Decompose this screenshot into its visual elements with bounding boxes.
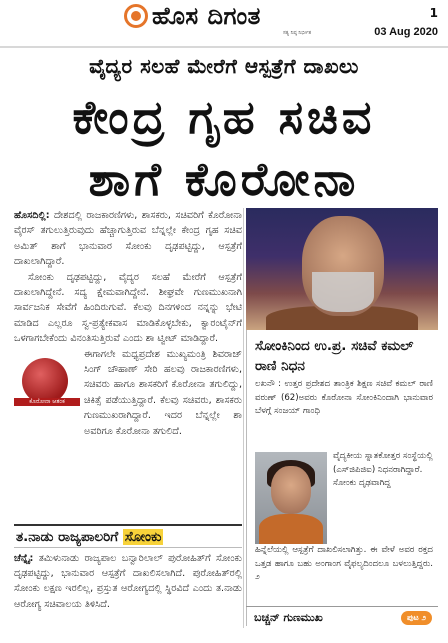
- story-paragraph-2: [14, 270, 242, 347]
- story-para1-text: ದೇಶದಲ್ಲಿ ರಾಜಕಾರಣಿಗಳು, ಶಾಸಕರು, ಸಚಿವರಿಗೆ ಕೊರೋನಾ ವೈರಸ್ ತಗುಲುತ್ತಿರುವುದು ಹೆಚ್ಚಾಗುತ್ತಿರುವ ಬೆನ್ನಲ್ಲೇ ಕೇಂದ್ರ ಗೃಹ ಸಚಿವ ಅಮಿತ್ ಶಾಗೆ ಭಾನುವಾರ ಸೋಂಕು ದೃಢಪಟ್ಟಿದ್ದು, ಆಸ್ಪತ್ರೆಗೆ ದಾಖಲಾಗಿದ್ದಾರೆ.: [14, 210, 242, 268]
- logo-sun-icon: [124, 4, 148, 28]
- teaser-bar[interactable]: [246, 606, 438, 628]
- sub-heading-highlight: ಸೋಂಕು: [124, 529, 162, 545]
- masthead-divider: [0, 46, 448, 48]
- sub-story-heading: [14, 524, 242, 548]
- photo-face-shape: [271, 466, 311, 514]
- story-headline: [14, 86, 434, 210]
- obituary-side-text: ವೈದ್ಯಕೀಯ ಸ್ನಾತಕೋತ್ತರ ಸಂಸ್ಥೆಯಲ್ಲಿ (ಎಸ್‌ಜಿಪಿಜಿಐ) ನಿಧನರಾಗಿದ್ದಾರೆ. ಸೋಂಕು ದೃಢವಾಗಿದ್ದ: [333, 451, 433, 489]
- column-divider: [243, 208, 244, 628]
- story-para2-text: ಸೋಂಕು ದೃಢಪಟ್ಟಿದ್ದು, ವೈದ್ಯರ ಸಲಹೆ ಮೇರೆಗೆ ಆಸ್ಪತ್ರೆಗೆ ದಾಖಲಾಗಿದ್ದೇನೆ. ಸದ್ಯ ಕ್ಷೇಮವಾಗಿದ್ದೇನೆ. ಶೀಘ್ರವೇ ಗುಣಮುಖನಾಗಿ ಸಾರ್ವಜನಿಕ ಸೇವೆಗೆ ಹಿಂದಿರುಗುವೆ. ಕೆಲವು ದಿನಗಳಿಂದ ನನ್ನನ್ನು ಭೇಟಿ ಮಾಡಿದ ಎಲ್ಲರೂ ಸ್ವ-ಪ್ರತ್ಯೇಕವಾಸ ಮಾಡಿಕೊಳ್ಳಬೇಕು, ಕ್ವಾರಂಟೈನ್‌ಗೆ ಒಳಗಾಗಬೇಕೆಂದು ವಿನಂತಿಸುತ್ತಿರುವೆ ಎಂದು ಶಾ ಟ್ವೀಟ್ ಮಾಡಿದ್ದಾರೆ.: [14, 271, 242, 345]
- corona-graphic: [14, 358, 80, 414]
- photo-beard-shape: [312, 272, 374, 312]
- story-dateline: ಹೊಸದಿಲ್ಲಿ:: [14, 210, 50, 221]
- issue-date: 03 Aug 2020: [374, 26, 438, 38]
- obituary-bottom-text: ಹಿನ್ನೆಲೆಯಲ್ಲಿ ಆಸ್ಪತ್ರೆಗೆ ದಾಖಲಿಸಲಾಗಿತ್ತು. ಈ ವೇಳೆ ಅವರ ರಕ್ತದ ಒತ್ತಡ ಹಾಗೂ ಬಹು ಅಂಗಾಂಗ ವೈಫಲ್ಯದಿಂದಲೂ ಬಳಲುತ್ತಿದ್ದರು. ೨: [255, 545, 433, 583]
- story-para3-text: ಈಗಾಗಲೇ ಮಧ್ಯಪ್ರದೇಶ ಮುಖ್ಯಮಂತ್ರಿ ಶಿವರಾಜ್ ಸಿಂಗ್ ಚೌಹಾಣ್ ಸೇರಿ ಹಲವು ರಾಜಕಾರಣಿಗಳು, ಸಚಿವರು ಹಾಗೂ ಶಾಸಕರಿಗೆ ಕೊರೋನಾ ತಗುಲಿದ್ದು, ಚಿಕಿತ್ಸೆ ಪಡೆಯುತ್ತಿದ್ದಾರೆ. ಕೆಲವು ಸಚಿವರು, ಶಾಸಕರು ಗುಣಮುಖರಾಗಿದ್ದಾರೆ. ಇದರ ಬೆನ್ನಲ್ಲೇ ಶಾ ಅವರಿಗೂ ಕೊರೋನಾ ತಗುಲಿದೆ.: [84, 348, 242, 437]
- sub-story-body: [14, 551, 242, 612]
- sub-heading-plain: ತ.ನಾಡು ರಾಜ್ಯಪಾಲರಿಗೆ: [16, 529, 119, 545]
- headline-line-1: ಕೇಂದ್ರ ಗೃಹ ಸಚಿವ: [72, 90, 376, 144]
- masthead: [0, 0, 448, 46]
- obituary-lead: ಲಖನೌ : ಉತ್ತರ ಪ್ರದೇಶದ ತಾಂತ್ರಿಕ ಶಿಕ್ಷಣ ಸಚಿವೆ ಕಮಲ್ ರಾಣಿ ವರುಣ್ (62)ಅವರು ಕೊರೋನಾ ಸೋಂಕಿನಿಂದಾಗಿ ಭಾನುವಾರ ಬೆಳಗ್ಗೆ ಸಂಜಯ್ ಗಾಂಧಿ: [255, 379, 433, 417]
- sub-heading-text: [16, 529, 163, 545]
- sub-story-dateline: ಚೆನ್ನೈ:: [14, 553, 34, 564]
- story-kicker: ವೈದ್ಯರ ಸಲಹೆ ಮೇರೆಗೆ ಆಸ್ಪತ್ರೆಗೆ ದಾಖಲು: [89, 54, 359, 78]
- story-paragraph-1: [14, 208, 242, 270]
- obituary-title: ಸೋಂಕಿನಿಂದ ಉ.ಪ್ರ. ಸಚಿವೆ ಕಮಲ್ ರಾಣಿ ನಿಧನ: [255, 338, 414, 374]
- amit-shah-photo: [246, 208, 438, 330]
- sub-story-text: ತಮಿಳುನಾಡು ರಾಜ್ಯಪಾಲ ಬನ್ವಾರಿಲಾಲ್ ಪುರೋಹಿತ್‌ಗೆ ಸೋಂಕು ದೃಢಪಟ್ಟಿದ್ದು, ಭಾನುವಾರ ಆಸ್ಪತ್ರೆಗೆ ದಾಖಲಿಸಲಾಗಿದೆ. ಪುರೋಹಿತ್‌ರಲ್ಲಿ ಸೋಂಕು ಲಕ್ಷಣ ಇರಲಿಲ್ಲ, ಪ್ರಸ್ತುತ ಆರೋಗ್ಯದಲ್ಲಿ ಸ್ಥಿರವಿದೆ ಎಂದು ತ.ನಾಡು ಆರೋಗ್ಯ ಸಚಿವಾಲಯ ತಿಳಿಸಿದೆ.: [14, 553, 242, 610]
- photo-saree-shape: [259, 514, 323, 544]
- logo-tagline: ಸತ್ಯ ನಿಷ್ಠ ನಿರ್ಭೀತ: [283, 30, 312, 36]
- obituary-box: [246, 330, 438, 626]
- kamal-rani-photo: [255, 452, 327, 544]
- page-ref-badge[interactable]: ಪುಟ ೨: [401, 611, 432, 625]
- teaser-label: ಬಚ್ಚನ್ ಗುಣಮುಖ: [254, 611, 323, 624]
- page-number: 1: [429, 6, 438, 20]
- virus-label: ಕೊರೋನಾ ಆತಂಕ: [14, 398, 80, 406]
- headline-line-2: ಶಾಗೆ ಕೊರೋನಾ: [88, 152, 360, 206]
- newspaper-logo: [124, 2, 261, 30]
- logo-text: ಹೊಸ ದಿಗಂತ: [152, 2, 261, 30]
